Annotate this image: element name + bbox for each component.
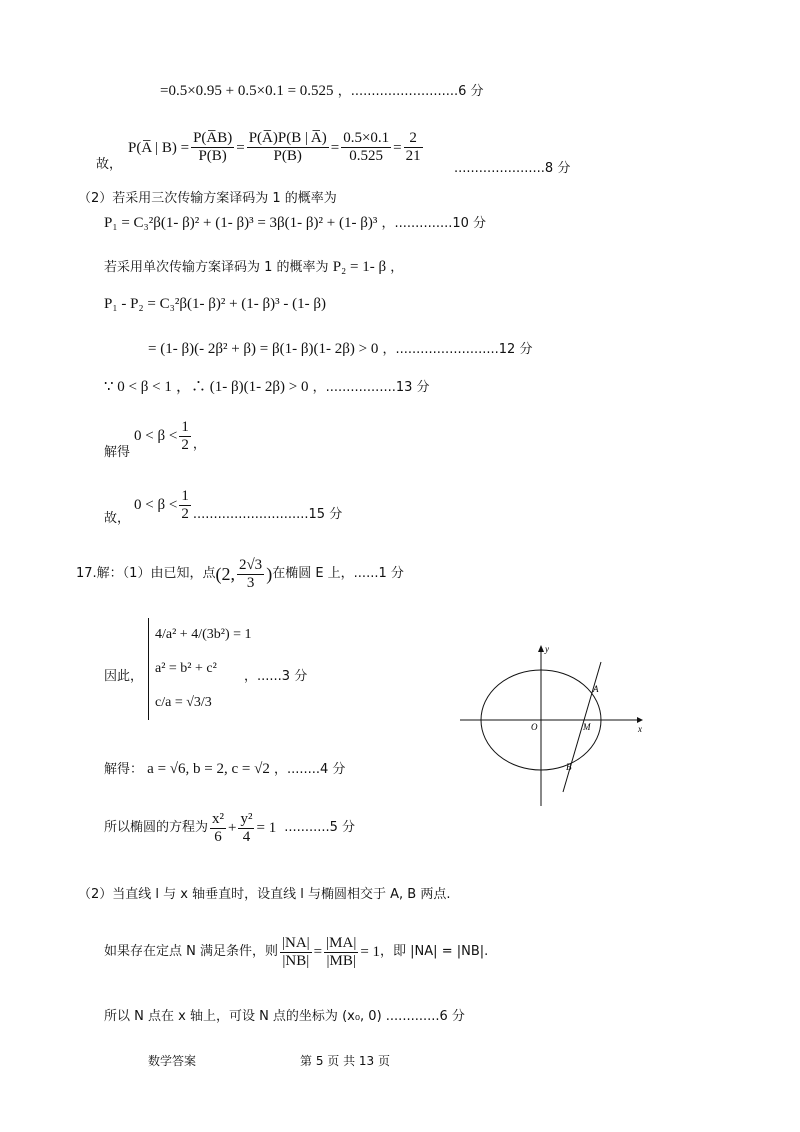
beta-inequality-text: 0 < β < — [134, 428, 178, 444]
on-ellipse-score-1: 在椭圆 E 上，......1 分 — [272, 566, 404, 581]
fraction-2-den: P(B) — [273, 148, 302, 164]
system-row-2: a² = b² + c² — [155, 661, 217, 676]
line-1 — [160, 82, 484, 101]
y-label: y — [545, 644, 549, 654]
fraction-4-den: 21 — [405, 148, 421, 164]
fraction-2 — [247, 130, 329, 165]
conditional-prob-expr: P(A̅ | B) = $\frac{P(A̅B)}{P(B)}$ = $\frac{P(A̅)P(B | A̅)}{P(B)}$ = $\frac{0.5\times 0.1}{0.525}$ = $\frac{2}{21}$ — [128, 130, 421, 164]
solve-label: 解得： — [104, 762, 144, 777]
origin-label: O — [531, 722, 538, 732]
comma: ， — [192, 437, 206, 452]
fraction-4 — [404, 130, 423, 165]
m-label: M — [583, 722, 591, 732]
y-axis-arrow — [538, 645, 544, 652]
beta-inequality — [134, 418, 206, 454]
comma: ， — [390, 260, 404, 275]
score-5: ...........5 分 — [284, 820, 356, 835]
equation-system — [148, 618, 252, 720]
y-term — [238, 811, 254, 846]
line-7 — [148, 340, 532, 359]
therefore-label: 故， — [96, 157, 123, 172]
x-term-den: 6 — [214, 828, 222, 845]
half-den: 2 — [181, 436, 189, 453]
y-term-den: 4 — [242, 828, 251, 845]
fraction-1 — [191, 130, 234, 165]
fraction-1-den: P(B) — [198, 148, 227, 164]
system-row-3: c/a = √3/3 — [155, 695, 212, 710]
na-equals-nb: ，即 |NA| = |NB|. — [380, 944, 489, 959]
product-positive: ，∴ (1- β)(1- 2β) > 0 — [176, 379, 309, 395]
fraction-1-num: P(A̅B) — [193, 130, 233, 146]
score-13: ，.................13 分 — [312, 380, 430, 395]
mb: |MB| — [326, 952, 356, 969]
fixed-point-text: 如果存在定点 N 满足条件，则 — [104, 944, 278, 959]
ellipse-equation-label: 所以椭圆的方程为 — [104, 820, 209, 835]
p1-minus-p2-expr: P₁ - P₂ = C₃²β(1- β)² + (1- β)³ - (1- β) — [104, 296, 327, 312]
half-den: 2 — [181, 505, 189, 522]
a-label: A — [593, 684, 599, 694]
line-17-intro — [76, 552, 404, 596]
probability-sum-expr: =0.5×0.95 + 0.5×0.1 = 0.525 — [160, 83, 334, 99]
equals-one: = 1 — [360, 944, 381, 960]
y-term-num: y² — [240, 810, 253, 827]
half-num: 1 — [181, 418, 189, 435]
single-transmission-text: 若采用单次传输方案译码为 1 的概率为 — [104, 260, 329, 275]
score-6: ，..........................6 分 — [337, 84, 484, 99]
conditional-prob-lhs: P(A̅ | B) = — [128, 139, 190, 156]
half-num: 1 — [181, 487, 189, 504]
point-y-num: 2√3 — [238, 556, 263, 573]
solve-label: 解得 — [104, 445, 131, 460]
x-label: x — [638, 724, 642, 734]
point-y-fraction — [237, 557, 264, 592]
x-term — [210, 811, 226, 846]
equals-one: = 1 — [256, 820, 277, 836]
line-fixed-point: 如果存在定点 N 满足条件，则 $\frac{|NA|}{|NB|}$ = $\frac{|MA|}{|MB|}$ = 1 ，即 |NA| = |NB|. — [104, 934, 489, 969]
p1-expr: P₁ = C₃²β(1- β)² + (1- β)³ = 3β(1- β)² + (1- β)³ — [104, 215, 378, 231]
footer-page-number: 第 5 页 共 13 页 — [300, 1054, 390, 1068]
point-close: ) — [266, 564, 273, 584]
point-open: (2, — [215, 564, 235, 584]
beta-range: ∵ 0 < β < 1 — [104, 379, 172, 395]
half-fraction — [179, 488, 191, 523]
factored-expr: = (1- β)(- 2β² + β) = β(1- β)(1- 2β) > 0 — [148, 341, 379, 357]
ellipse-diagram — [455, 640, 645, 810]
footer-subject: 数学答案 — [148, 1054, 197, 1068]
problem-17-intro: 17.解：（1）由已知，点 — [76, 566, 216, 581]
beta-conclusion-text: 0 < β < — [134, 497, 178, 513]
ma: |MA| — [326, 934, 357, 951]
score-4: ，........4 分 — [273, 762, 346, 777]
abc-values: a = √6, b = 2, c = √2 — [147, 761, 270, 777]
fraction-2-num: P(A̅)P(B | A̅) — [248, 130, 327, 146]
na-nb-ratio — [280, 935, 312, 970]
score-15: ............................15 分 — [192, 507, 343, 522]
fraction-3 — [341, 130, 391, 165]
line-6 — [104, 295, 326, 314]
fraction-3-num: 0.5×0.1 — [343, 130, 390, 146]
p2-expr: P₂ = 1- β — [332, 259, 387, 275]
score-12: ，.........................12 分 — [382, 342, 533, 357]
x-axis-arrow — [637, 717, 643, 723]
fraction-4-num: 2 — [404, 130, 423, 148]
nb: |NB| — [282, 952, 310, 969]
line-solution — [104, 760, 345, 779]
line-l — [563, 662, 601, 792]
ma-mb-ratio — [324, 935, 358, 970]
line-4 — [104, 214, 486, 233]
b-label: B — [566, 762, 572, 772]
line-ellipse-equation: 所以椭圆的方程为 $\frac{\text{x²}}{6}$ + $\frac{\text{y²}}{4}$ = 1 ...........5 分 — [104, 810, 356, 845]
half-fraction — [179, 419, 191, 454]
beta-conclusion — [134, 486, 342, 524]
line-5 — [104, 258, 403, 277]
system-row-1: 4/a² + 4/(3b²) = 1 — [155, 627, 252, 642]
point-y-den: 3 — [246, 574, 255, 591]
line-n-on-axis: 所以 N 点在 x 轴上，可设 N 点的坐标为 (x₀, 0) .............6 分 — [104, 1009, 465, 1024]
score-10: ，..............10 分 — [381, 216, 487, 231]
fraction-3-den: 0.525 — [349, 148, 384, 164]
system-prefix: 因此， — [104, 669, 144, 684]
line-8 — [104, 378, 430, 397]
na: |NA| — [282, 934, 310, 951]
therefore-label: 故， — [104, 511, 131, 526]
score-8: ......................8 分 — [454, 161, 571, 176]
score-3: ，......3 分 — [244, 669, 308, 684]
x-term-num: x² — [212, 810, 225, 827]
line-part-2: （2）当直线 l 与 x 轴垂直时，设直线 l 与椭圆相交于 A, B 两点. — [78, 887, 451, 902]
line-3: （2）若采用三次传输方案译码为 1 的概率为 — [78, 191, 337, 206]
